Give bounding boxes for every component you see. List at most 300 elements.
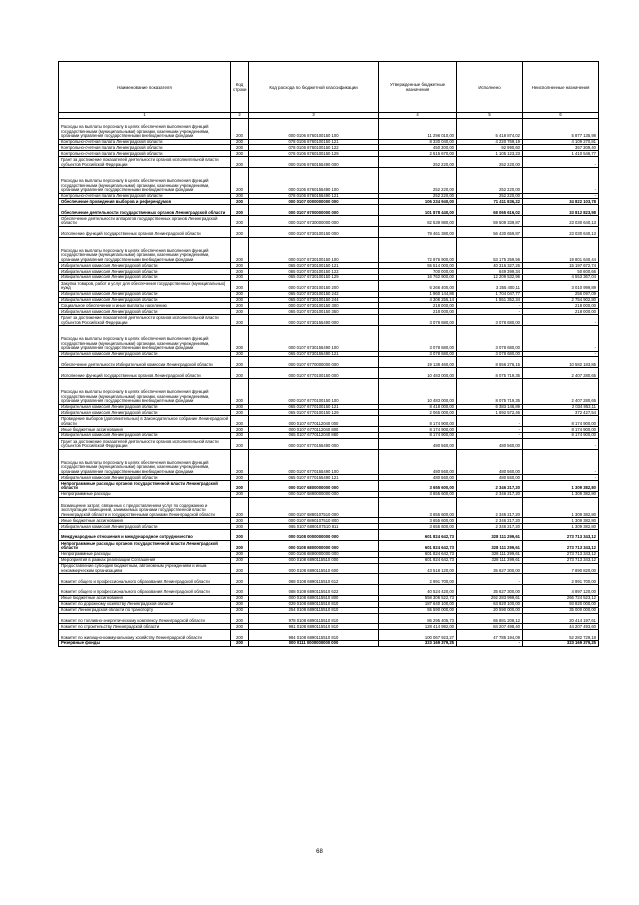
row-executed: 1 105 123,23 [457, 151, 523, 157]
row-approved: 558 306 522,73 [379, 595, 457, 601]
row-executed: 480 560,00 [457, 475, 523, 481]
row-approved: 218 000,00 [379, 309, 457, 315]
row-kbk: 000 0107 6770100150 000 [249, 368, 379, 379]
row-name: Возмещение затрат, связанных с предоставлением услуг по содержанию и эксплуатации помещений, занимаемых органами государственной власти Ленинградской области и государственными органами Ленинградской области [59, 497, 231, 518]
row-unexecuted: - [523, 193, 599, 199]
row-line-code: 200 [231, 357, 249, 368]
row-line-code: 200 [231, 275, 249, 281]
row-kbk: 078 0106 6760155490 121 [249, 193, 379, 199]
row-line-code: 200 [231, 641, 249, 647]
row-executed: 71 411 836,22 [457, 199, 523, 205]
table-row [59, 193, 599, 199]
row-line-code: 200 [231, 139, 249, 145]
header-index: 3 [249, 113, 379, 119]
row-name: Избирательная комиссия Ленинградской области [59, 269, 231, 275]
table-row [59, 585, 599, 596]
row-kbk: 000 0107 6730155490 000 [249, 315, 379, 326]
row-unexecuted: 1 309 382,80 [523, 524, 599, 530]
row-executed: 8 075 719,35 [457, 368, 523, 379]
row-unexecuted: 5 877 135,98 [523, 119, 599, 140]
row-line-code: 200 [231, 309, 249, 315]
row-line-code: 200 [231, 427, 249, 433]
row-approved: 6 266 400,00 [379, 280, 457, 291]
table-row [59, 449, 599, 475]
row-line-code: 200 [231, 410, 249, 416]
row-approved: 8 174 900,00 [379, 427, 457, 433]
row-kbk: 078 0106 6760100150 121 [249, 139, 379, 145]
row-approved: 128 414 992,00 [379, 624, 457, 630]
row-kbk: 000 0108 6890115510 800 [249, 595, 379, 601]
row-kbk: 000 0107 6730000000 000 [249, 216, 379, 227]
table-row [59, 497, 599, 518]
row-executed: 8 556 276,15 [457, 357, 523, 368]
row-name: Обеспечение деятельности государственных органов Ленинградской области [59, 205, 231, 216]
row-kbk: 065 0107 6770112040 880 [249, 433, 379, 439]
row-line-code: 200 [231, 540, 249, 551]
row-unexecuted: 273 713 343,12 [523, 530, 599, 541]
row-approved: 187 640 100,00 [379, 601, 457, 607]
row-line-code: 200 [231, 368, 249, 379]
row-name: Иные бюджетные ассигнования [59, 595, 231, 601]
row-unexecuted: 15 197 672,74 [523, 263, 599, 269]
row-kbk: 029 0108 6890115510 810 [249, 601, 379, 607]
row-kbk: 065 0107 6890107510 811 [249, 524, 379, 530]
row-kbk: 065 0107 6730100150 122 [249, 269, 379, 275]
row-approved: 40 524 420,00 [379, 585, 457, 596]
row-approved: 480 560,00 [379, 438, 457, 449]
row-approved: 106 234 940,00 [379, 199, 457, 205]
row-line-code: 200 [231, 416, 249, 427]
row-executed: 92 990,60 [457, 145, 523, 151]
row-line-code: 200 [231, 303, 249, 309]
row-name: Контрольно-счетная палата Ленинградской области [59, 145, 231, 151]
header-done: Исполнено [457, 62, 523, 113]
row-name: Комитет общего и профессионального образования Ленинградской области [59, 585, 231, 596]
row-kbk: 088 0108 6890115510 612 [249, 574, 379, 585]
row-executed: - [457, 416, 523, 427]
row-kbk: 000 0107 6730100150 200 [249, 280, 379, 291]
row-executed: 3 078 680,00 [457, 351, 523, 357]
row-approved: 10 483 000,00 [379, 379, 457, 405]
table-row [59, 379, 599, 405]
table-row [59, 404, 599, 410]
row-unexecuted: - [523, 449, 599, 475]
row-approved: 72 976 900,00 [379, 237, 457, 263]
row-approved: 16 762 900,00 [379, 275, 457, 281]
row-line-code: 200 [231, 351, 249, 357]
row-executed: 1 692 572,46 [457, 410, 523, 416]
row-kbk: 000 0108 0000000000 000 [249, 530, 379, 541]
header-index: 2 [231, 113, 249, 119]
row-kbk: 000 0107 6770100150 100 [249, 379, 379, 405]
table-row [59, 275, 599, 281]
row-unexecuted: 4 109 270,81 [523, 139, 599, 145]
row-name: Избирательная комиссия Ленинградской области [59, 291, 231, 297]
row-unexecuted: 10 582 183,85 [523, 357, 599, 368]
row-executed: 5 418 874,02 [457, 119, 523, 140]
row-kbk: 000 0107 6890000000 000 [249, 491, 379, 497]
row-line-code: 200 [231, 297, 249, 303]
row-approved: 10 483 000,00 [379, 368, 457, 379]
row-name: Расходы на выплаты персоналу в целях обеспечения выполнения функций государственными (муниципальными) органами, казенными учреждениями, органами управления государственными внебюджетными фондами [59, 379, 231, 405]
table-row [59, 291, 599, 297]
row-line-code: 200 [231, 145, 249, 151]
row-line-code: 200 [231, 624, 249, 630]
row-kbk: 254 0108 6890115510 810 [249, 607, 379, 613]
row-kbk: 000 0106 6760155490 100 [249, 168, 379, 194]
row-kbk: 000 0107 6770000000 000 [249, 357, 379, 368]
row-approved: 480 560,00 [379, 449, 457, 475]
row-approved: 601 824 642,73 [379, 551, 457, 557]
row-executed: 3 255 400,11 [457, 280, 523, 291]
row-kbk: 000 0111 0000000000 000 [249, 641, 379, 647]
row-line-code: 200 [231, 481, 249, 492]
row-executed: 84 207 498,40 [457, 624, 523, 630]
row-executed: 35 627 300,00 [457, 563, 523, 574]
row-approved: 43 518 120,00 [379, 563, 457, 574]
row-name: Избирательная комиссия Ленинградской области [59, 309, 231, 315]
row-name: Грант за достижение показателей деятельности органов исполнительной власти субъектов Российской Федерации [59, 157, 231, 168]
row-line-code: 200 [231, 595, 249, 601]
row-unexecuted: 7 890 820,00 [523, 563, 599, 574]
row-approved: 3 078 680,00 [379, 326, 457, 352]
row-executed: 1 704 047,77 [457, 291, 523, 297]
row-unexecuted: 273 713 343,12 [523, 551, 599, 557]
table-row [59, 368, 599, 379]
row-name: Международные отношения и международное сотрудничество [59, 530, 231, 541]
row-unexecuted: 4 897 120,00 [523, 585, 599, 596]
row-line-code: 200 [231, 226, 249, 237]
row-name: Избирательная комиссия Ленинградской области [59, 524, 231, 530]
row-line-code: 200 [231, 315, 249, 326]
row-unexecuted: 218 000,00 [523, 309, 599, 315]
row-unexecuted: 273 713 343,12 [523, 540, 599, 551]
table-row [59, 630, 599, 641]
table-row [59, 607, 599, 613]
row-executed: 20 590 000,00 [457, 607, 523, 613]
row-line-code: 200 [231, 157, 249, 168]
row-executed: 328 111 299,61 [457, 557, 523, 563]
row-approved: 3 655 600,00 [379, 518, 457, 524]
row-line-code: 200 [231, 607, 249, 613]
row-line-code: 200 [231, 205, 249, 216]
row-kbk: 065 0107 6730100150 129 [249, 275, 379, 281]
row-kbk: 065 0107 6730100150 121 [249, 263, 379, 269]
row-executed: 649 399,34 [457, 269, 523, 275]
row-approved: 601 824 642,73 [379, 530, 457, 541]
row-unexecuted: 19 801 640,44 [523, 237, 599, 263]
row-line-code: 200 [231, 237, 249, 263]
row-kbk: 978 0108 6890115510 810 [249, 613, 379, 624]
row-name: Исполнение функций государственных органов Ленинградской области [59, 226, 231, 237]
row-unexecuted: - [523, 351, 599, 357]
row-name: Контрольно-счетная палата Ленинградской области [59, 139, 231, 145]
row-unexecuted: 1 309 382,80 [523, 481, 599, 492]
row-name: Иные бюджетные ассигнования [59, 427, 231, 433]
row-name: Исполнение функций государственных органов Ленинградской области [59, 368, 231, 379]
row-executed: 3 078 680,00 [457, 326, 523, 352]
row-approved: 101 878 440,00 [379, 205, 457, 216]
row-kbk: 000 0107 6770112040 000 [249, 416, 379, 427]
table-row [59, 280, 599, 291]
row-approved: 3 655 600,00 [379, 497, 457, 518]
row-kbk: 000 0107 0000000000 000 [249, 199, 379, 205]
row-line-code: 200 [231, 630, 249, 641]
table-row [59, 524, 599, 530]
row-unexecuted: 8 174 900,00 [523, 427, 599, 433]
table-row [59, 216, 599, 227]
row-approved: 3 078 680,00 [379, 315, 457, 326]
row-unexecuted: 4 553 367,04 [523, 275, 599, 281]
row-unexecuted: 2 407 280,65 [523, 379, 599, 405]
row-unexecuted: 34 822 103,78 [523, 199, 599, 205]
row-name: Мероприятия в рамках реализации Соглашения [59, 557, 231, 563]
row-line-code: 200 [231, 379, 249, 405]
row-approved: 4 306 255,14 [379, 297, 457, 303]
header-index: 6 [523, 113, 599, 119]
row-approved: 252 220,00 [379, 193, 457, 199]
table-row [59, 540, 599, 551]
row-line-code: 200 [231, 119, 249, 140]
row-executed: 252 220,00 [457, 168, 523, 194]
row-name: Проведение выборов (дополнительных) в Законодательное собрание Ленинградской области [59, 416, 231, 427]
row-kbk: 065 0107 6770100150 121 [249, 404, 379, 410]
row-line-code: 200 [231, 551, 249, 557]
row-kbk: 000 0107 6730100150 100 [249, 237, 379, 263]
row-unexecuted: 52 282 729,18 [523, 630, 599, 641]
header-kbk: Код расхода по бюджетной классификации [249, 62, 379, 113]
row-approved: 3 655 600,00 [379, 524, 457, 530]
row-unexecuted: 35 000 000,00 [523, 607, 599, 613]
row-approved: 3 655 600,00 [379, 481, 457, 492]
row-approved: 2 991 700,00 [379, 574, 457, 585]
row-name: Грант за достижение показателей деятельности органов исполнительной власти субъектов Российской Федерации [59, 438, 231, 449]
row-kbk: 000 0107 6730100150 000 [249, 226, 379, 237]
row-name: Комитет по топливно-энергетическому комплексу Ленинградской области [59, 613, 231, 624]
row-name: Контрольно-счетная палата Ленинградской области [59, 193, 231, 199]
header-name: Наименование показателя [59, 62, 231, 113]
row-name: Избирательная комиссия Ленинградской области [59, 433, 231, 439]
row-unexecuted: - [523, 168, 599, 194]
row-kbk: 078 0106 6760100150 129 [249, 151, 379, 157]
row-executed: 68 065 616,02 [457, 205, 523, 216]
row-name: Резервные фонды [59, 641, 231, 647]
row-line-code: 200 [231, 269, 249, 275]
row-executed: 65 881 208,12 [457, 613, 523, 624]
row-approved: 323 169 379,25 [379, 641, 457, 647]
row-approved: 19 138 460,00 [379, 357, 457, 368]
table-row [59, 205, 599, 216]
row-kbk: 000 0108 6890115510 000 [249, 557, 379, 563]
row-name: Комитет по строительству Ленинградской области [59, 624, 231, 630]
row-kbk: 000 0106 6760155490 000 [249, 157, 379, 168]
table-row [59, 297, 599, 303]
row-executed: 8 075 719,35 [457, 379, 523, 405]
row-approved: 1 960 144,86 [379, 291, 457, 297]
table-row [59, 438, 599, 449]
header-row [59, 62, 599, 113]
table-row [59, 157, 599, 168]
row-executed: 12 209 532,96 [457, 275, 523, 281]
row-line-code: 200 [231, 199, 249, 205]
row-executed: 2 346 217,20 [457, 491, 523, 497]
table-row [59, 351, 599, 357]
row-unexecuted: - [523, 326, 599, 352]
row-approved: 3 655 600,00 [379, 491, 457, 497]
row-executed: 53 175 259,56 [457, 237, 523, 263]
row-executed: 56 430 659,87 [457, 226, 523, 237]
row-kbk: 065 0107 6730155490 121 [249, 351, 379, 357]
row-executed: 35 627 300,00 [457, 585, 523, 596]
row-unexecuted: 33 812 823,98 [523, 205, 599, 216]
row-executed: 252 220,00 [457, 193, 523, 199]
row-unexecuted: - [523, 315, 599, 326]
table-row [59, 574, 599, 585]
row-unexecuted: 323 169 379,25 [523, 641, 599, 647]
row-approved: 252 220,00 [379, 168, 457, 194]
row-executed: 47 785 194,09 [457, 630, 523, 641]
row-unexecuted: 50 600,66 [523, 269, 599, 275]
row-approved: 82 539 980,00 [379, 216, 457, 227]
row-executed: 2 346 217,20 [457, 497, 523, 518]
row-unexecuted: 8 174 900,00 [523, 416, 599, 427]
row-name: Расходы на выплаты персоналу в целях обеспечения выполнения функций государственными (муниципальными) органами, казенными учреждениями, органами управления государственными внебюджетными фондами [59, 237, 231, 263]
row-executed: - [457, 309, 523, 315]
table-row [59, 139, 599, 145]
row-line-code: 200 [231, 601, 249, 607]
row-line-code: 200 [231, 524, 249, 530]
table-row [59, 237, 599, 263]
table-row [59, 641, 599, 647]
row-executed: 40 316 327,26 [457, 263, 523, 269]
row-name: Закупка товаров, работ и услуг для обеспечения государственных (муниципальных) нужд [59, 280, 231, 291]
row-unexecuted: - [523, 157, 599, 168]
row-name: Избирательная комиссия Ленинградской области [59, 404, 231, 410]
row-approved: 700 000,00 [379, 269, 457, 275]
row-unexecuted: 2 407 280,65 [523, 368, 599, 379]
row-executed: 4 220 769,19 [457, 139, 523, 145]
row-unexecuted: 44 207 493,60 [523, 624, 599, 630]
row-kbk: 000 0107 6730100150 300 [249, 303, 379, 309]
row-unexecuted: 20 414 197,61 [523, 613, 599, 624]
row-name: Избирательная комиссия Ленинградской области [59, 410, 231, 416]
row-kbk: 000 0107 6700000000 000 [249, 205, 379, 216]
row-kbk: 000 0107 6730155490 100 [249, 326, 379, 352]
row-approved: 100 067 923,27 [379, 630, 457, 641]
row-unexecuted: 8 174 900,00 [523, 433, 599, 439]
row-executed: 252 220,00 [457, 157, 523, 168]
row-executed: 2 346 217,20 [457, 481, 523, 492]
row-approved: 218 000,00 [379, 303, 457, 309]
row-line-code: 200 [231, 280, 249, 291]
row-name: Обеспечение проведения выборов и референдумов [59, 199, 231, 205]
table-row [59, 357, 599, 368]
row-unexecuted: 1 410 546,77 [523, 151, 599, 157]
table-row [59, 613, 599, 624]
row-executed: 63 820 100,00 [457, 601, 523, 607]
row-unexecuted: - [523, 438, 599, 449]
row-kbk: 000 0107 6890107510 000 [249, 497, 379, 518]
row-name: Комитет Ленинградской области по транспорту [59, 607, 231, 613]
row-kbk: 000 0107 6770155490 100 [249, 449, 379, 475]
row-kbk: 065 0107 6730100150 350 [249, 309, 379, 315]
row-approved: 252 220,00 [379, 157, 457, 168]
row-approved: 79 461 380,00 [379, 226, 457, 237]
row-line-code: 200 [231, 216, 249, 227]
row-unexecuted: 266 724 523,12 [523, 595, 599, 601]
table-row [59, 226, 599, 237]
row-unexecuted: - [523, 475, 599, 481]
row-kbk: 078 0106 6760100150 122 [249, 145, 379, 151]
table-row [59, 263, 599, 269]
row-kbk: 065 0107 6730100150 242 [249, 291, 379, 297]
row-kbk: 088 0108 6890115510 622 [249, 585, 379, 596]
row-line-code: 200 [231, 438, 249, 449]
row-name: Непрограммные расходы органов государственной власти Ленинградской области [59, 540, 231, 551]
row-name: Непрограммные расходы [59, 551, 231, 557]
row-unexecuted: 93 820 000,00 [523, 601, 599, 607]
row-line-code: 200 [231, 574, 249, 585]
row-name: Расходы на выплаты персоналу в целях обеспечения выполнения функций государственными (муниципальными) органами, казенными учреждениями, органами управления государственными внебюджетными фондами [59, 449, 231, 475]
row-name: Избирательная комиссия Ленинградской области [59, 275, 231, 281]
table-body [59, 119, 599, 647]
table-row [59, 168, 599, 194]
row-approved: 8 330 040,00 [379, 139, 457, 145]
row-name: Непрограммные расходы органов государственной власти Ленинградской области [59, 481, 231, 492]
row-executed: 6 383 146,89 [457, 404, 523, 410]
row-line-code: 200 [231, 563, 249, 574]
budget-execution-table [58, 61, 599, 647]
row-executed: - [457, 641, 523, 647]
row-name: Предоставление субсидий бюджетным, автономным учреждениям и иным некоммерческим организациям [59, 563, 231, 574]
row-name: Расходы на выплаты персоналу в целях обеспечения выполнения функций государственными (муниципальными) органами, казенными учреждениями, органами управления государственными внебюджетными фондами [59, 326, 231, 352]
row-line-code: 200 [231, 475, 249, 481]
row-executed: 328 111 299,61 [457, 551, 523, 557]
row-unexecuted: 2 034 853,11 [523, 404, 599, 410]
row-kbk: 000 0108 6890000000 000 [249, 551, 379, 557]
row-name: Расходы на выплаты персоналу в целях обеспечения выполнения функций государственными (муниципальными) органами, казенными учреждениями, органами управления государственными внебюджетными фондами [59, 119, 231, 140]
row-unexecuted: 23 030 640,13 [523, 226, 599, 237]
row-unexecuted: 357 309,40 [523, 145, 599, 151]
row-kbk: 000 0107 6890107510 800 [249, 518, 379, 524]
row-line-code: 200 [231, 585, 249, 596]
row-line-code: 200 [231, 497, 249, 518]
row-line-code: 200 [231, 518, 249, 524]
row-unexecuted: 372 427,54 [523, 410, 599, 416]
row-executed: - [457, 427, 523, 433]
row-name: Комитет общего и профессионального образования Ленинградской области [59, 574, 231, 585]
row-kbk: 000 0107 6800000000 000 [249, 481, 379, 492]
row-name: Обеспечение деятельности аппаратов государственных органов Ленинградской области [59, 216, 231, 227]
row-name: Грант за достижение показателей деятельности органов исполнительной власти субъектов Российской Федерации [59, 315, 231, 326]
table-row [59, 119, 599, 140]
row-executed: 480 560,00 [457, 449, 523, 475]
header-index: 5 [457, 113, 523, 119]
row-name: Избирательная комиссия Ленинградской области [59, 263, 231, 269]
page-number: 68 [316, 849, 323, 855]
row-line-code: 200 [231, 193, 249, 199]
row-approved: 450 300,00 [379, 145, 457, 151]
row-line-code: 200 [231, 263, 249, 269]
row-executed: - [457, 433, 523, 439]
row-approved: 8 174 900,00 [379, 433, 457, 439]
row-executed: 2 346 217,20 [457, 518, 523, 524]
row-approved: 480 560,00 [379, 475, 457, 481]
row-name: Избирательная комиссия Ленинградской области [59, 475, 231, 481]
row-kbk: 065 0107 6770100150 129 [249, 410, 379, 416]
row-line-code: 200 [231, 530, 249, 541]
row-kbk: 000 0106 6760100150 100 [249, 119, 379, 140]
